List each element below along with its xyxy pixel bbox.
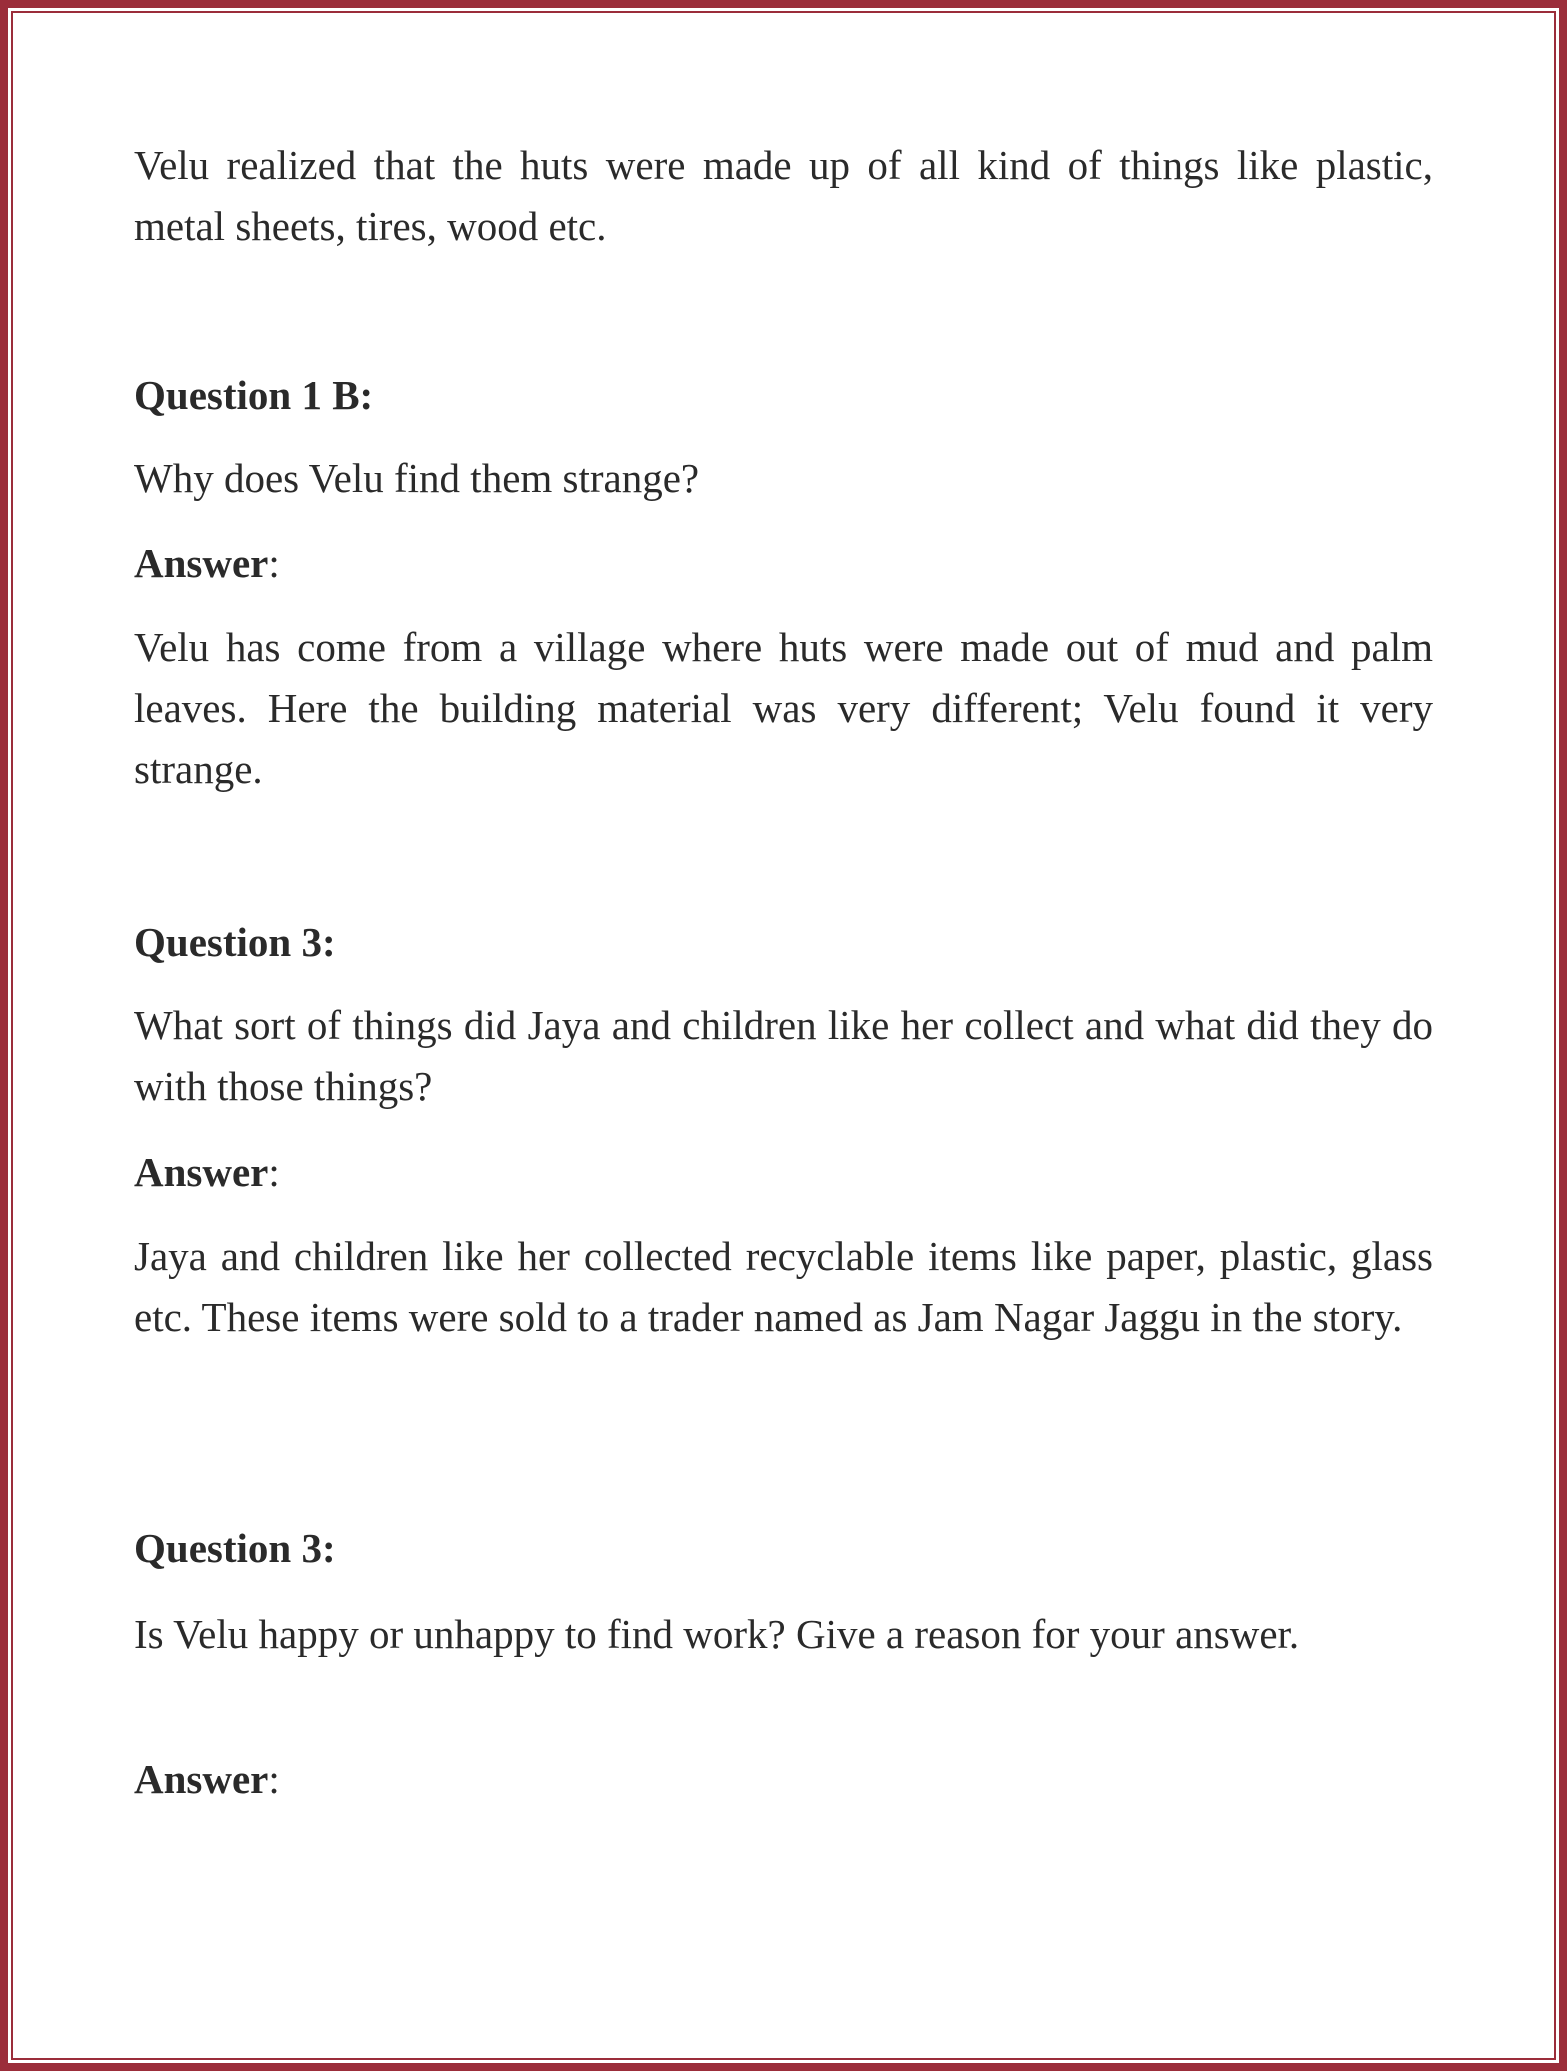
- answer-label-text: Answer: [134, 1149, 269, 1195]
- question-text: Why does Velu find them strange?: [134, 455, 700, 501]
- question-text: What sort of things did Jaya and children like her collect and what did they do with those things?: [134, 1002, 1433, 1109]
- answer-label-text: Answer: [134, 540, 269, 586]
- answer-text: Jaya and children like her collected recyclable items like paper, plastic, glass etc. These items were sold to a trader named as Jam Nagar Jaggu in the story.: [134, 1233, 1433, 1340]
- question-heading: Question 1 B:: [134, 372, 374, 418]
- answer-label: [134, 1142, 1433, 1203]
- answer-label-text: Answer: [134, 1756, 269, 1802]
- question-text: Is Velu happy or unhappy to find work? Give a reason for your answer.: [134, 1611, 1300, 1657]
- answer-colon: :: [268, 1756, 280, 1802]
- intro-paragraph: Velu realized that the huts were made up of all kind of things like plastic, metal sheets, tires, wood etc.: [134, 142, 1433, 249]
- answer-colon: :: [268, 1149, 280, 1195]
- question-heading: Question 3:: [134, 1525, 336, 1571]
- answer-label: [134, 533, 1433, 594]
- question-heading: Question 3:: [134, 919, 336, 965]
- answer-label: [134, 1749, 1433, 1810]
- answer-text: Velu has come from a village where huts were made out of mud and palm leaves. Here the building material was very different; Velu found it very strange.: [134, 624, 1433, 792]
- answer-colon: :: [268, 540, 280, 586]
